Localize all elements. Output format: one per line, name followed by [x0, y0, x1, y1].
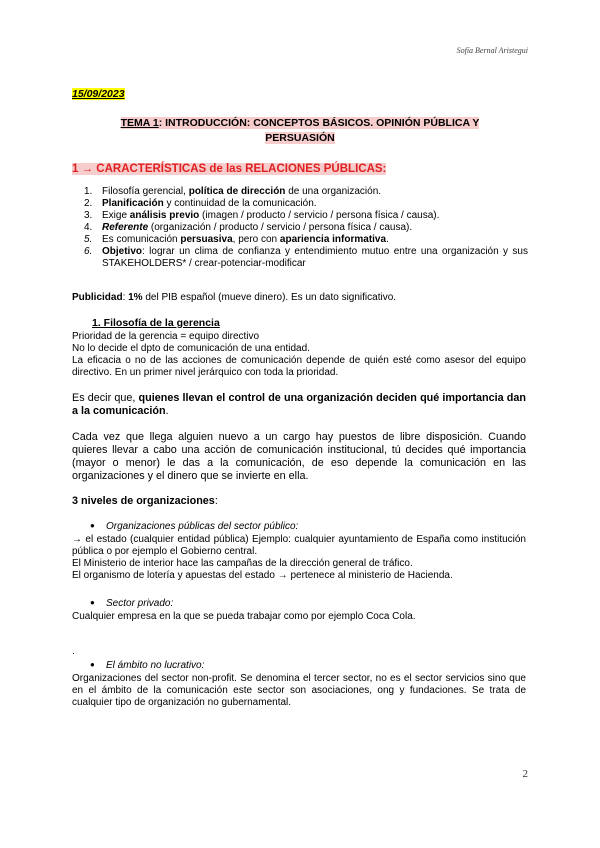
section-heading: 1 → CARACTERÍSTICAS de las RELACIONES PÚBLICAS:	[72, 163, 387, 175]
title-line2: PERSUASIÓN	[265, 132, 335, 144]
org-publicas-line-3: El organismo de lotería y apuestas del estado → pertenece al ministerio de Hacienda.	[72, 570, 453, 581]
bullet-organizaciones-publicas: ● Organizaciones públicas del sector público:	[90, 521, 299, 532]
filosofia-line-3: La eficacia o no de las acciones de comunicación depende de quién esté como asesor del equipo directivo. En un primer nivel jerárquico con toda la prioridad.	[72, 355, 526, 378]
author-header: Sofía Bernal Aristegui	[456, 46, 528, 55]
list-item: 6. Objetivo: lograr un clima de confianza y entendimiento mutuo entre una organización y sus STAKEHOLDERS* / crear-potenciar-modificar	[84, 246, 528, 269]
title-rest: : INTRODUCCIÓN: CONCEPTOS BÁSICOS. OPINIÓN PÚBLICA Y	[158, 117, 480, 129]
bullet-dot-icon: ●	[90, 598, 95, 607]
control-paragraph: Es decir que, quienes llevan el control de una organización deciden qué importancia dan a la comunicación.	[72, 392, 526, 417]
title-topic: TEMA 1	[120, 117, 159, 129]
filosofia-line-1: Prioridad de la gerencia = equipo directivo	[72, 331, 260, 342]
date-heading: 15/09/2023	[72, 88, 125, 100]
list-item: 2. Planificación y continuidad de la comunicación.	[84, 198, 317, 209]
bullet-dot-icon: ●	[90, 660, 95, 669]
sector-privado-line-1: Cualquier empresa en la que se pueda trabajar como por ejemplo Coca Cola.	[72, 611, 416, 622]
bullet-dot-icon: ●	[90, 521, 95, 530]
no-lucrativo-line-1: Organizaciones del sector non-profit. Se denomina el tercer sector, no es el sector servicios sino que en el ámbito de la comunicación este sector son asociaciones, ong y fundaciones. Se trata de cualquier tipo de organización no gubernamental.	[72, 673, 526, 708]
stray-dot: .	[72, 646, 75, 657]
org-publicas-line-1: → el estado (cualquier entidad pública) Ejemplo: cualquier ayuntamiento de España como institución pública o por ejemplo el Gobierno central.	[72, 534, 526, 557]
list-item: 3. Exige análisis previo (imagen / producto / servicio / persona física / causa).	[84, 210, 440, 221]
publicidad-line: Publicidad: 1% del PIB español (mueve dinero). Es un dato significativo.	[72, 292, 397, 303]
bullet-sector-privado: ● Sector privado:	[90, 598, 174, 609]
characteristics-list	[84, 186, 528, 270]
filosofia-heading: 1. Filosofía de la gerencia	[92, 317, 220, 329]
page-number: 2	[522, 768, 528, 780]
cada-vez-paragraph: Cada vez que llega alguien nuevo a un cargo hay puestos de libre disposición. Cuando quieres llevar a cabo una acción de comunicación institucional, tú decides qué importancia (mayor o menor) le das a la comunicación, de eso depende la comunicación en las organizaciones y el dinero que se invierte en ella.	[72, 431, 526, 482]
list-item: 5. Es comunicación persuasiva, pero con apariencia informativa.	[84, 234, 389, 245]
list-item: 4. Referente (organización / producto / servicio / persona física / causa).	[84, 222, 413, 233]
niveles-heading: 3 niveles de organizaciones:	[72, 495, 218, 507]
bullet-no-lucrativo: ● El ámbito no lucrativo:	[90, 660, 205, 671]
org-publicas-line-2: El Ministerio de interior hace las campañas de la dirección general de tráfico.	[72, 558, 413, 569]
document-title	[95, 116, 505, 146]
filosofia-line-2: No lo decide el dpto de comunicación de una entidad.	[72, 343, 310, 354]
list-item: 1. Filosofía gerencial, política de dirección de una organización.	[84, 186, 382, 197]
